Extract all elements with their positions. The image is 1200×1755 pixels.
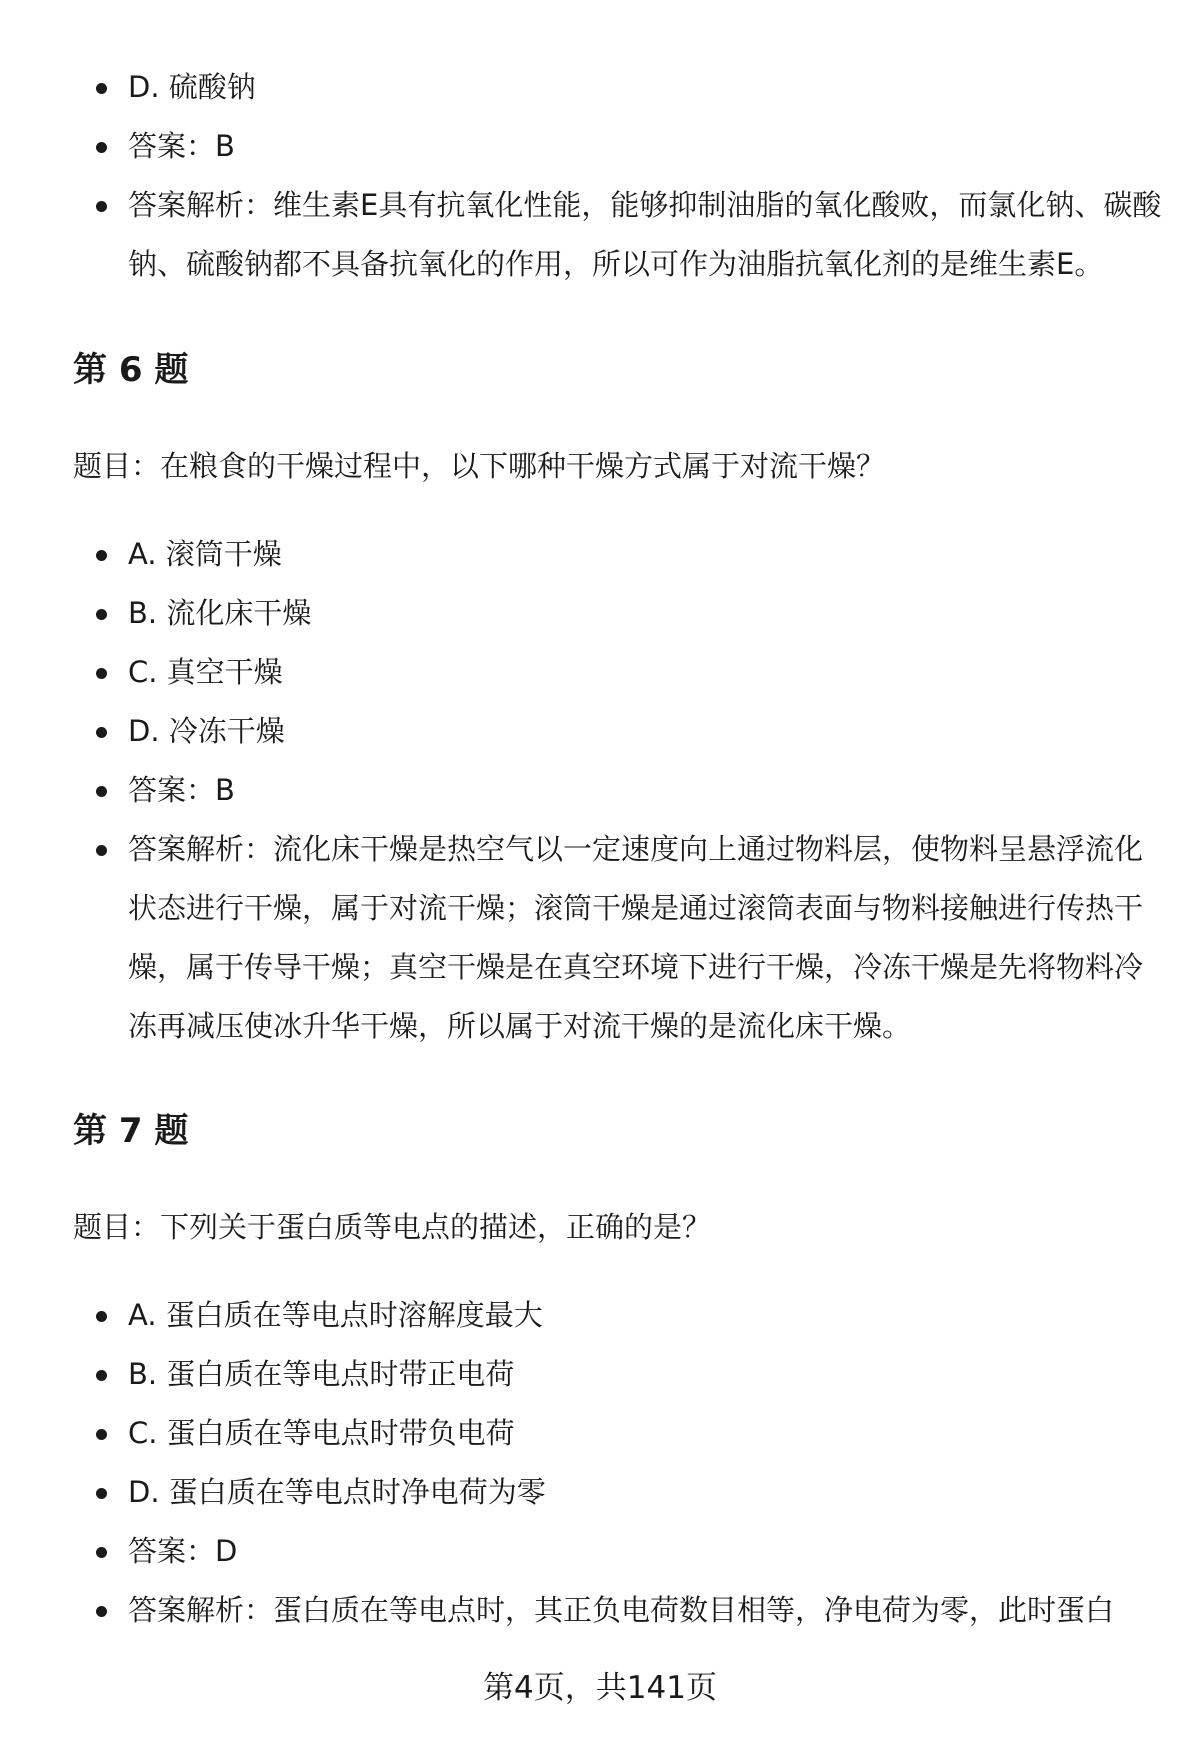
question-5-continuation (73, 58, 1163, 294)
option-a: A. 蛋白质在等电点时溶解度最大 (73, 1286, 1163, 1345)
option-d: D. 蛋白质在等电点时净电荷为零 (73, 1463, 1163, 1522)
answer-explanation: 答案解析：流化床干燥是热空气以一定速度向上通过物料层，使物料呈悬浮流化状态进行干燥，属于对流干燥；滚筒干燥是通过滚筒表面与物料接触进行传热干燥，属于传导干燥；真空干燥是在真空环境下进行干燥，冷冻干燥是先将物料冷冻再减压使冰升华干燥，所以属于对流干燥的是流化床干燥。 (73, 820, 1163, 1056)
option-a: A. 滚筒干燥 (73, 525, 1163, 584)
question-6-text: 题目：在粮食的干燥过程中，以下哪种干燥方式属于对流干燥？ (73, 449, 886, 483)
question-6-options (73, 525, 1163, 1056)
answer: 答案：D (73, 1522, 1163, 1581)
option-b: B. 流化床干燥 (73, 584, 1163, 643)
answer: 答案：B (73, 117, 1163, 176)
answer-explanation: 答案解析：蛋白质在等电点时，其正负电荷数目相等，净电荷为零，此时蛋白 (73, 1581, 1163, 1640)
answer-explanation: 答案解析：维生素E具有抗氧化性能，能够抑制油脂的氧化酸败，而氯化钠、碳酸钠、硫酸钠都不具备抗氧化的作用，所以可作为油脂抗氧化剂的是维生素E。 (73, 176, 1163, 294)
page-number-footer: 第4页，共141页 (483, 1670, 717, 1706)
option-b: B. 蛋白质在等电点时带正电荷 (73, 1345, 1163, 1404)
question-7-heading: 第 7 题 (73, 1111, 189, 1151)
answer: 答案：B (73, 761, 1163, 820)
option-c: C. 蛋白质在等电点时带负电荷 (73, 1404, 1163, 1463)
option-d: D. 硫酸钠 (73, 58, 1163, 117)
question-7-options (73, 1286, 1163, 1640)
option-d: D. 冷冻干燥 (73, 702, 1163, 761)
option-c: C. 真空干燥 (73, 643, 1163, 702)
question-7-text: 题目：下列关于蛋白质等电点的描述，正确的是？ (73, 1210, 712, 1244)
question-6-heading: 第 6 题 (73, 350, 189, 390)
